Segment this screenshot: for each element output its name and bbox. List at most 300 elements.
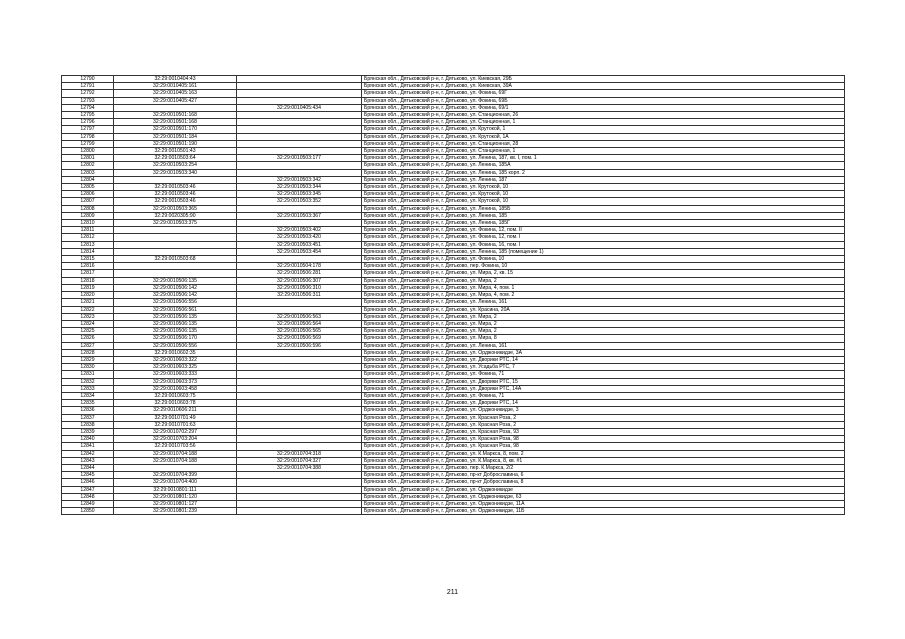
table-row [62,119,845,126]
address-cell: Брянская обл., Дятьковский р-н, г. Дятьково, ул. Ленина, 185 [362,212,845,219]
row-number-cell: 12837 [62,414,114,421]
land-cadastral-number-cell: 32:29:0010506:135 [114,277,237,284]
address-cell: Брянская обл., Дятьковский р-н, г. Дятьково, ул. Станционная, 26 [362,112,845,119]
address-cell: Брянская обл., Дятьковский р-н, г. Дятьково, ул. Мира, 2 [362,313,845,320]
row-number-cell: 12816 [62,263,114,270]
object-cadastral-number-cell [237,119,362,126]
table-row [62,162,845,169]
object-cadastral-number-cell: 32:29:0010503:454 [237,248,362,255]
object-cadastral-number-cell [237,148,362,155]
object-cadastral-number-cell [237,349,362,356]
land-cadastral-number-cell [114,248,237,255]
row-number-cell: 12793 [62,97,114,104]
row-number-cell: 12845 [62,472,114,479]
land-cadastral-number-cell: 32:29:0010606:211 [114,407,237,414]
row-number-cell: 12814 [62,248,114,255]
land-cadastral-number-cell [114,176,237,183]
object-cadastral-number-cell [237,356,362,363]
land-cadastral-number-cell: 32:29:0010405:161 [114,83,237,90]
table-row [62,436,845,443]
object-cadastral-number-cell: 32:29:0010506:310 [237,284,362,291]
address-cell: Брянская обл., Дятьковский р-н, г. Дятьково, ул. Ленина, 185Г [362,220,845,227]
address-cell: Брянская обл., Дятьковский р-н, г. Дятьково, ул. Киевская, 39А [362,83,845,90]
object-cadastral-number-cell: 32:29:0010503:402 [237,227,362,234]
address-cell: Брянская обл., Дятьковский р-н, г. Дятьково, ул. Мира, 4, пом. 1 [362,284,845,291]
row-number-cell: 12830 [62,364,114,371]
land-cadastral-number-cell: 32:29:0010506:142 [114,284,237,291]
row-number-cell: 12797 [62,126,114,133]
object-cadastral-number-cell: 32:29:0010503:352 [237,198,362,205]
land-cadastral-number-cell: 32:29:0010801:111 [114,486,237,493]
land-cadastral-number-cell: 32:29:0010503:365 [114,205,237,212]
address-cell: Брянская обл., Дятьковский р-н, г. Дятьково, ул. Фокина, 69Г [362,90,845,97]
table-row [62,464,845,471]
table-row [62,306,845,313]
land-cadastral-number-cell [114,464,237,471]
object-cadastral-number-cell [237,371,362,378]
address-cell: Брянская обл., Дятьковский р-н, г. Дятьково, ул. Крутокой, 10 [362,191,845,198]
land-cadastral-number-cell: 32:29:0010506:135 [114,328,237,335]
row-number-cell: 12825 [62,328,114,335]
row-number-cell: 12819 [62,284,114,291]
object-cadastral-number-cell [237,169,362,176]
address-cell: Брянская обл., Дятьковский р-н, г. Дятьково, ул. Ленина, 185Б [362,205,845,212]
land-cadastral-number-cell: 32:29:0010701:63 [114,421,237,428]
table-row [62,76,845,83]
table-row [62,486,845,493]
address-cell: Брянская обл., Дятьковский р-н, г. Дятьково, ул. Дворики РТС, 14А [362,385,845,392]
row-number-cell: 12820 [62,292,114,299]
land-cadastral-number-cell [114,263,237,270]
address-cell: Брянская обл., Дятьковский р-н, г. Дятьково, ул. Мира, 2 [362,277,845,284]
row-number-cell: 12841 [62,443,114,450]
land-cadastral-number-cell: 32:29:0010506:142 [114,292,237,299]
row-number-cell: 12799 [62,140,114,147]
table-row [62,356,845,363]
object-cadastral-number-cell [237,421,362,428]
address-cell: Брянская обл., Дятьковский р-н, г. Дятьково, ул. Мира, 8 [362,335,845,342]
row-number-cell: 12802 [62,162,114,169]
address-cell: Брянская обл., Дятьковский р-н, г. Дятьково, ул. Ленина, 187, кв. I, пом. 1 [362,155,845,162]
table-row [62,148,845,155]
object-cadastral-number-cell: 32:29:0010704:388 [237,464,362,471]
row-number-cell: 12803 [62,169,114,176]
row-number-cell: 12812 [62,234,114,241]
object-cadastral-number-cell: 32:29:0010504:178 [237,263,362,270]
land-cadastral-number-cell: 32:29:0010703:56 [114,443,237,450]
row-number-cell: 12798 [62,133,114,140]
row-number-cell: 12848 [62,493,114,500]
land-cadastral-number-cell [114,234,237,241]
land-cadastral-number-cell: 32:29:0010506:561 [114,306,237,313]
address-cell: Брянская обл., Дятьковский р-н, г. Дятьково, ул. Дворики РТС, 14 [362,356,845,363]
land-cadastral-number-cell: 32:29:0010701:49 [114,414,237,421]
table-row [62,313,845,320]
table-row [62,479,845,486]
land-cadastral-number-cell: 32:29:0010603:78 [114,400,237,407]
address-cell: Брянская обл., Дятьковский р-н, г. Дятьково, ул. Станционная, 1 [362,119,845,126]
land-cadastral-number-cell: 32:29:0010602:35 [114,349,237,356]
row-number-cell: 12806 [62,191,114,198]
table-row [62,176,845,183]
object-cadastral-number-cell [237,493,362,500]
object-cadastral-number-cell: 32:29:0010506:565 [237,328,362,335]
table-row [62,270,845,277]
land-cadastral-number-cell: 32:29:0010501:168 [114,112,237,119]
address-cell: Брянская обл., Дятьковский р-н, г. Дятьково, ул. Орджоникидзе, 3А [362,349,845,356]
table-row [62,83,845,90]
land-cadastral-number-cell: 32:29:0010603:322 [114,356,237,363]
land-cadastral-number-cell: 32:29:0010703:204 [114,436,237,443]
land-cadastral-number-cell: 32:29:0010603:333 [114,371,237,378]
row-number-cell: 12835 [62,400,114,407]
land-cadastral-number-cell: 32:29:0010506:170 [114,335,237,342]
address-cell: Брянская обл., Дятьковский р-н, г. Дятьково, ул. Киевская, 29Б [362,76,845,83]
object-cadastral-number-cell [237,90,362,97]
table-row [62,212,845,219]
row-number-cell: 12805 [62,184,114,191]
table-row [62,248,845,255]
address-cell: Брянская обл., Дятьковский р-н, г. Дятьково, пр-кт Доброславина, 8 [362,479,845,486]
land-cadastral-number-cell: 32:29:0010405:163 [114,90,237,97]
page-number: 211 [446,589,459,596]
address-cell: Брянская обл., Дятьковский р-н, г. Дятьково, ул. Красная Роза, 93 [362,428,845,435]
table-row [62,428,845,435]
row-number-cell: 12817 [62,270,114,277]
land-cadastral-number-cell: 32:29:0010801:127 [114,500,237,507]
land-cadastral-number-cell: 32:29:0010501:190 [114,140,237,147]
table-row [62,133,845,140]
row-number-cell: 12804 [62,176,114,183]
land-cadastral-number-cell: 32:29:0010405:427 [114,97,237,104]
address-cell: Брянская обл., Дятьковский р-н, г. Дятьково, ул. Орджоникидзе [362,486,845,493]
object-cadastral-number-cell: 32:29:0010704:318 [237,450,362,457]
row-number-cell: 12790 [62,76,114,83]
table-row [62,191,845,198]
land-cadastral-number-cell: 32:29:0010501:184 [114,133,237,140]
address-cell: Брянская обл., Дятьковский р-н, г. Дятьково, ул. Станционная, 1 [362,148,845,155]
object-cadastral-number-cell [237,400,362,407]
row-number-cell: 12840 [62,436,114,443]
object-cadastral-number-cell [237,256,362,263]
address-cell: Брянская обл., Дятьковский р-н, г. Дятьково, ул. Мира, 4, пом. 2 [362,292,845,299]
table-row [62,227,845,234]
land-cadastral-number-cell: 32:29:0010506:556 [114,342,237,349]
row-number-cell: 12795 [62,112,114,119]
table-row [62,342,845,349]
table-row [62,184,845,191]
table-row [62,407,845,414]
address-cell: Брянская обл., Дятьковский р-н, г. Дятьково, ул. Мира, 2 [362,320,845,327]
address-cell: Брянская обл., Дятьковский р-н, г. Дятьково, ул. Красная Роза, 98 [362,436,845,443]
row-number-cell: 12836 [62,407,114,414]
object-cadastral-number-cell [237,472,362,479]
table-row [62,292,845,299]
table-row [62,284,845,291]
row-number-cell: 12829 [62,356,114,363]
address-cell: Брянская обл., Дятьковский р-н, г. Дятьково, ул. Ленина, 185 (помещение 1) [362,248,845,255]
land-cadastral-number-cell: 32:29:0010704:399 [114,472,237,479]
land-cadastral-number-cell [114,104,237,111]
table-row [62,414,845,421]
object-cadastral-number-cell: 32:29:0010506:281 [237,270,362,277]
land-cadastral-number-cell [114,241,237,248]
object-cadastral-number-cell: 32:29:0010503:342 [237,176,362,183]
row-number-cell: 12809 [62,212,114,219]
row-number-cell: 12850 [62,508,114,515]
object-cadastral-number-cell: 32:29:0010503:420 [237,234,362,241]
object-cadastral-number-cell: 32:29:0010506:311 [237,292,362,299]
table-body [62,76,845,515]
land-cadastral-number-cell: 32:29:0010704:188 [114,457,237,464]
land-cadastral-number-cell: 32:29:0010704:400 [114,479,237,486]
address-cell: Брянская обл., Дятьковский р-н, г. Дятьково, пер. К.Маркса, 2/2 [362,464,845,471]
row-number-cell: 12828 [62,349,114,356]
land-cadastral-number-cell [114,270,237,277]
table-row [62,385,845,392]
object-cadastral-number-cell [237,112,362,119]
row-number-cell: 12849 [62,500,114,507]
table-row [62,392,845,399]
land-cadastral-number-cell: 32:29:0010503:254 [114,162,237,169]
object-cadastral-number-cell [237,479,362,486]
address-cell: Брянская обл., Дятьковский р-н, г. Дятьково, ул. Крутокой, 1 [362,126,845,133]
row-number-cell: 12801 [62,155,114,162]
land-cadastral-number-cell: 32:29:0010506:135 [114,313,237,320]
object-cadastral-number-cell: 32:29:0010506:307 [237,277,362,284]
table-row [62,198,845,205]
object-cadastral-number-cell [237,76,362,83]
object-cadastral-number-cell [237,205,362,212]
address-cell: Брянская обл., Дятьковский р-н, г. Дятьково, ул. Крутокой, 1А [362,133,845,140]
land-cadastral-number-cell: 32:29:0010704:188 [114,450,237,457]
object-cadastral-number-cell: 32:29:0010503:345 [237,191,362,198]
land-cadastral-number-cell: 32:29:0010506:135 [114,320,237,327]
table-row [62,349,845,356]
table-row [62,378,845,385]
object-cadastral-number-cell: 32:29:0010704:327 [237,457,362,464]
address-cell: Брянская обл., Дятьковский р-н, г. Дятьково, ул. Орджоникидзе, 63 [362,493,845,500]
land-cadastral-number-cell: 32:29:0010603:75 [114,392,237,399]
object-cadastral-number-cell [237,220,362,227]
row-number-cell: 12823 [62,313,114,320]
row-number-cell: 12838 [62,421,114,428]
object-cadastral-number-cell [237,299,362,306]
table-row [62,421,845,428]
object-cadastral-number-cell: 32:29:0010503:344 [237,184,362,191]
table-row [62,112,845,119]
address-cell: Брянская обл., Дятьковский р-н, г. Дятьково, ул. Орджоникидзе, 11А [362,500,845,507]
address-cell: Брянская обл., Дятьковский р-н, г. Дятьково, ул. Мира, 2, кв. 15 [362,270,845,277]
table-row [62,220,845,227]
table-row [62,364,845,371]
object-cadastral-number-cell [237,378,362,385]
row-number-cell: 12821 [62,299,114,306]
table-row [62,371,845,378]
land-cadastral-number-cell: 32:29:0010501:170 [114,126,237,133]
address-cell: Брянская обл., Дятьковский р-н, г. Дятьково, пер. Фокина, 10 [362,263,845,270]
address-cell: Брянская обл., Дятьковский р-н, г. Дятьково, ул. Фокина, 10 [362,256,845,263]
table-row [62,140,845,147]
land-cadastral-number-cell: 32:29:0020305:90 [114,212,237,219]
land-cadastral-number-cell: 32:29:0010503:68 [114,256,237,263]
row-number-cell: 12831 [62,371,114,378]
land-cadastral-number-cell: 32:29:0010801:239 [114,508,237,515]
object-cadastral-number-cell [237,306,362,313]
row-number-cell: 12843 [62,457,114,464]
row-number-cell: 12808 [62,205,114,212]
address-cell: Брянская обл., Дятьковский р-н, г. Дятьково, ул. Орджоникидзе, 3 [362,407,845,414]
row-number-cell: 12826 [62,335,114,342]
object-cadastral-number-cell [237,126,362,133]
row-number-cell: 12847 [62,486,114,493]
row-number-cell: 12813 [62,241,114,248]
land-cadastral-number-cell: 32:29:0010506:556 [114,299,237,306]
table-row [62,104,845,111]
address-cell: Брянская обл., Дятьковский р-н, г. Дятьково, пр-кт Доброславина, 6 [362,472,845,479]
object-cadastral-number-cell: 32:29:0010506:596 [237,342,362,349]
table-row [62,443,845,450]
table-row [62,277,845,284]
address-cell: Брянская обл., Дятьковский р-н, г. Дятьково, ул. Фокина, 12, пом. II [362,227,845,234]
object-cadastral-number-cell [237,385,362,392]
address-cell: Брянская обл., Дятьковский р-н, г. Дятьково, ул. Фокина, 69/1 [362,104,845,111]
row-number-cell: 12822 [62,306,114,313]
object-cadastral-number-cell [237,162,362,169]
object-cadastral-number-cell [237,407,362,414]
table-row [62,500,845,507]
address-cell: Брянская обл., Дятьковский р-н, г. Дятьково, ул. Ленина, 187 [362,176,845,183]
land-cadastral-number-cell: 32:29:0010801:120 [114,493,237,500]
land-cadastral-number-cell: 32:29:0010603:325 [114,364,237,371]
row-number-cell: 12844 [62,464,114,471]
row-number-cell: 12791 [62,83,114,90]
address-cell: Брянская обл., Дятьковский р-н, г. Дятьково, ул. Станционная, 28 [362,140,845,147]
address-cell: Брянская обл., Дятьковский р-н, г. Дятьково, ул. Дворики РТС, 14 [362,400,845,407]
address-cell: Брянская обл., Дятьковский р-н, г. Дятьково, ул. Красная Роза, 2 [362,414,845,421]
object-cadastral-number-cell: 32:29:0010503:367 [237,212,362,219]
row-number-cell: 12846 [62,479,114,486]
row-number-cell: 12811 [62,227,114,234]
row-number-cell: 12792 [62,90,114,97]
row-number-cell: 12796 [62,119,114,126]
table-row [62,97,845,104]
row-number-cell: 12794 [62,104,114,111]
land-cadastral-number-cell: 32:29:0010404:43 [114,76,237,83]
address-cell: Брянская обл., Дятьковский р-н, г. Дятьково, ул. Красина, 20А [362,306,845,313]
address-cell: Брянская обл., Дятьковский р-н, г. Дятьково, ул. Фокина, 12, пом. I [362,234,845,241]
object-cadastral-number-cell [237,500,362,507]
table-row [62,493,845,500]
address-cell: Брянская обл., Дятьковский р-н, г. Дятьково, ул. Ленина, 185А [362,162,845,169]
row-number-cell: 12824 [62,320,114,327]
address-cell: Брянская обл., Дятьковский р-н, г. Дятьково, ул. К.Маркса, 8, кв. #1 [362,457,845,464]
table-row [62,155,845,162]
address-cell: Брянская обл., Дятьковский р-н, г. Дятьково, ул. Орджоникидзе, 11Б [362,508,845,515]
row-number-cell: 12834 [62,392,114,399]
row-number-cell: 12832 [62,378,114,385]
land-cadastral-number-cell: 32:29:0010503:46 [114,191,237,198]
address-cell: Брянская обл., Дятьковский р-н, г. Дятьково, ул. Красная Роза, 2 [362,421,845,428]
land-cadastral-number-cell: 32:29:0010503:64 [114,155,237,162]
address-cell: Брянская обл., Дятьковский р-н, г. Дятьково, ул. Крутокой, 10 [362,198,845,205]
row-number-cell: 12842 [62,450,114,457]
table-row [62,400,845,407]
row-number-cell: 12815 [62,256,114,263]
object-cadastral-number-cell: 32:29:0010506:563 [237,313,362,320]
table-row [62,320,845,327]
row-number-cell: 12807 [62,198,114,205]
object-cadastral-number-cell [237,508,362,515]
object-cadastral-number-cell: 32:29:0010503:177 [237,155,362,162]
object-cadastral-number-cell: 32:29:0010405:434 [237,104,362,111]
object-cadastral-number-cell [237,414,362,421]
address-cell: Брянская обл., Дятьковский р-н, г. Дятьково, ул. Мира, 2 [362,328,845,335]
row-number-cell: 12818 [62,277,114,284]
land-cadastral-number-cell: 32:29:0010501:168 [114,119,237,126]
object-cadastral-number-cell: 32:29:0010506:569 [237,335,362,342]
table-row [62,169,845,176]
cadastral-register-table [61,75,845,515]
row-number-cell: 12839 [62,428,114,435]
row-number-cell: 12833 [62,385,114,392]
object-cadastral-number-cell [237,364,362,371]
land-cadastral-number-cell: 32:29:0010702:297 [114,428,237,435]
table-row [62,256,845,263]
object-cadastral-number-cell [237,443,362,450]
address-cell: Брянская обл., Дятьковский р-н, г. Дятьково, ул. Фокина, 16, пом. I [362,241,845,248]
table-row [62,335,845,342]
address-cell: Брянская обл., Дятьковский р-н, г. Дятьково, ул. К.Маркса, 8, пом. 2 [362,450,845,457]
row-number-cell: 12827 [62,342,114,349]
address-cell: Брянская обл., Дятьковский р-н, г. Дятьково, ул. Крутокой, 10 [362,184,845,191]
row-number-cell: 12800 [62,148,114,155]
land-cadastral-number-cell: 32:29:0010503:340 [114,169,237,176]
land-cadastral-number-cell: 32:29:0010503:375 [114,220,237,227]
table-row [62,472,845,479]
object-cadastral-number-cell [237,83,362,90]
address-cell: Брянская обл., Дятьковский р-н, г. Дятьково, ул. Красная Роза, 98 [362,443,845,450]
object-cadastral-number-cell [237,486,362,493]
table-row [62,90,845,97]
object-cadastral-number-cell [237,140,362,147]
table-row [62,126,845,133]
object-cadastral-number-cell [237,392,362,399]
row-number-cell: 12810 [62,220,114,227]
object-cadastral-number-cell [237,97,362,104]
object-cadastral-number-cell [237,428,362,435]
address-cell: Брянская обл., Дятьковский р-н, г. Дятьково, ул. Ленина, 161 [362,342,845,349]
table-row [62,450,845,457]
table-row [62,508,845,515]
land-cadastral-number-cell: 32:29:0010501:43 [114,148,237,155]
table-row [62,241,845,248]
land-cadastral-number-cell: 32:29:0010603:458 [114,385,237,392]
table-row [62,328,845,335]
address-cell: Брянская обл., Дятьковский р-н, г. Дятьково, ул. Фокина, 71 [362,392,845,399]
object-cadastral-number-cell: 32:29:0010503:451 [237,241,362,248]
land-cadastral-number-cell: 32:29:0010603:373 [114,378,237,385]
object-cadastral-number-cell: 32:29:0010506:564 [237,320,362,327]
land-cadastral-number-cell: 32:29:0010503:46 [114,184,237,191]
land-cadastral-number-cell: 32:29:0010503:46 [114,198,237,205]
address-cell: Брянская обл., Дятьковский р-н, г. Дятьково, ул. Ленина, 161 [362,299,845,306]
address-cell: Брянская обл., Дятьковский р-н, г. Дятьково, ул. Усадьба РТС, 7 [362,364,845,371]
table-row [62,263,845,270]
table-row [62,234,845,241]
address-cell: Брянская обл., Дятьковский р-н, г. Дятьково, ул. Дворики РТС, 15 [362,378,845,385]
object-cadastral-number-cell [237,133,362,140]
